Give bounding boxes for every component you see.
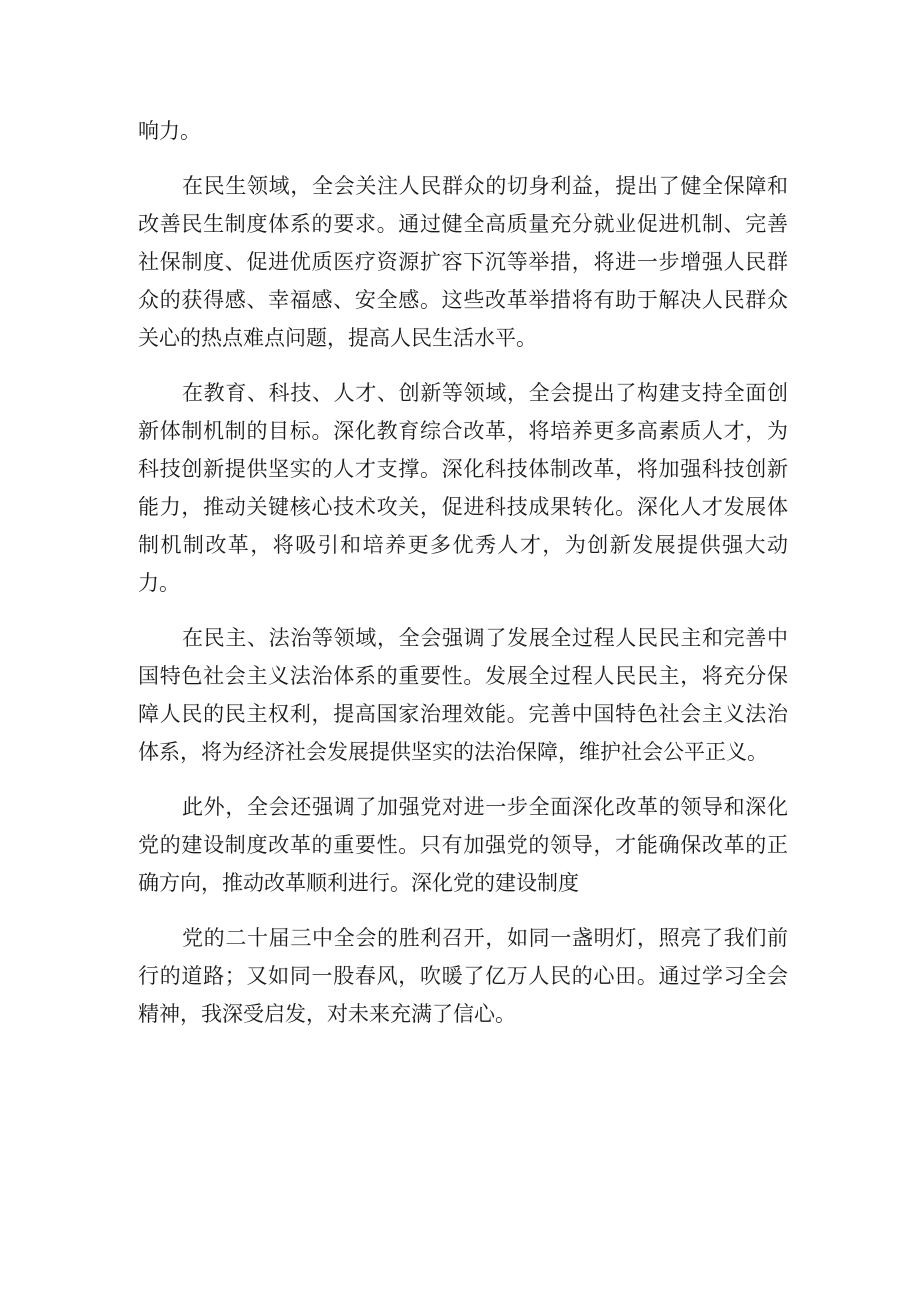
paragraph-6: 党的二十届三中全会的胜利召开，如同一盏明灯，照亮了我们前行的道路；又如同一股春风，吹暖了亿万人民的心田。通过学习全会精神，我深受启发，对未来充满了信心。 <box>138 926 788 1026</box>
paragraph-4: 在民主、法治等领域，全会强调了发展全过程人民民主和完善中国特色社会主义法治体系的重要性。发展全过程人民民主，将充分保障人民的民主权利，提高国家治理效能。完善中国特色社会主义法治体系，将为经济社会发展提供坚实的法治保障，维护社会公平正义。 <box>138 626 788 764</box>
paragraph-spacer <box>138 902 788 919</box>
paragraph-spacer <box>138 150 788 167</box>
paragraph-1: 响力。 <box>138 119 201 143</box>
paragraph-spacer <box>138 602 788 619</box>
paragraph-spacer <box>138 357 788 374</box>
document-body <box>138 112 788 1033</box>
paragraph-2: 在民生领域，全会关注人民群众的切身利益，提出了健全保障和改善民生制度体系的要求。通过健全高质量充分就业促进机制、完善社保制度、促进优质医疗资源扩容下沉等举措，将进一步增强人民群众的获得感、幸福感、安全感。这些改革举措将有助于解决人民群众关心的热点难点问题，提高人民生活水平。 <box>138 174 788 350</box>
paragraph-spacer <box>138 771 788 788</box>
paragraph-5: 此外，全会还强调了加强党对进一步全面深化改革的领导和深化党的建设制度改革的重要性。只有加强党的领导，才能确保改革的正确方向，推动改革顺利进行。深化党的建设制度 <box>138 795 788 895</box>
paragraph-3: 在教育、科技、人才、创新等领域，全会提出了构建支持全面创新体制机制的目标。深化教育综合改革，将培养更多高素质人才，为科技创新提供坚实的人才支撑。深化科技体制改革，将加强科技创新能力，推动关键核心技术攻关，促进科技成果转化。深化人才发展体制机制改革，将吸引和培养更多优秀人才，为创新发展提供强大动力。 <box>138 381 788 595</box>
